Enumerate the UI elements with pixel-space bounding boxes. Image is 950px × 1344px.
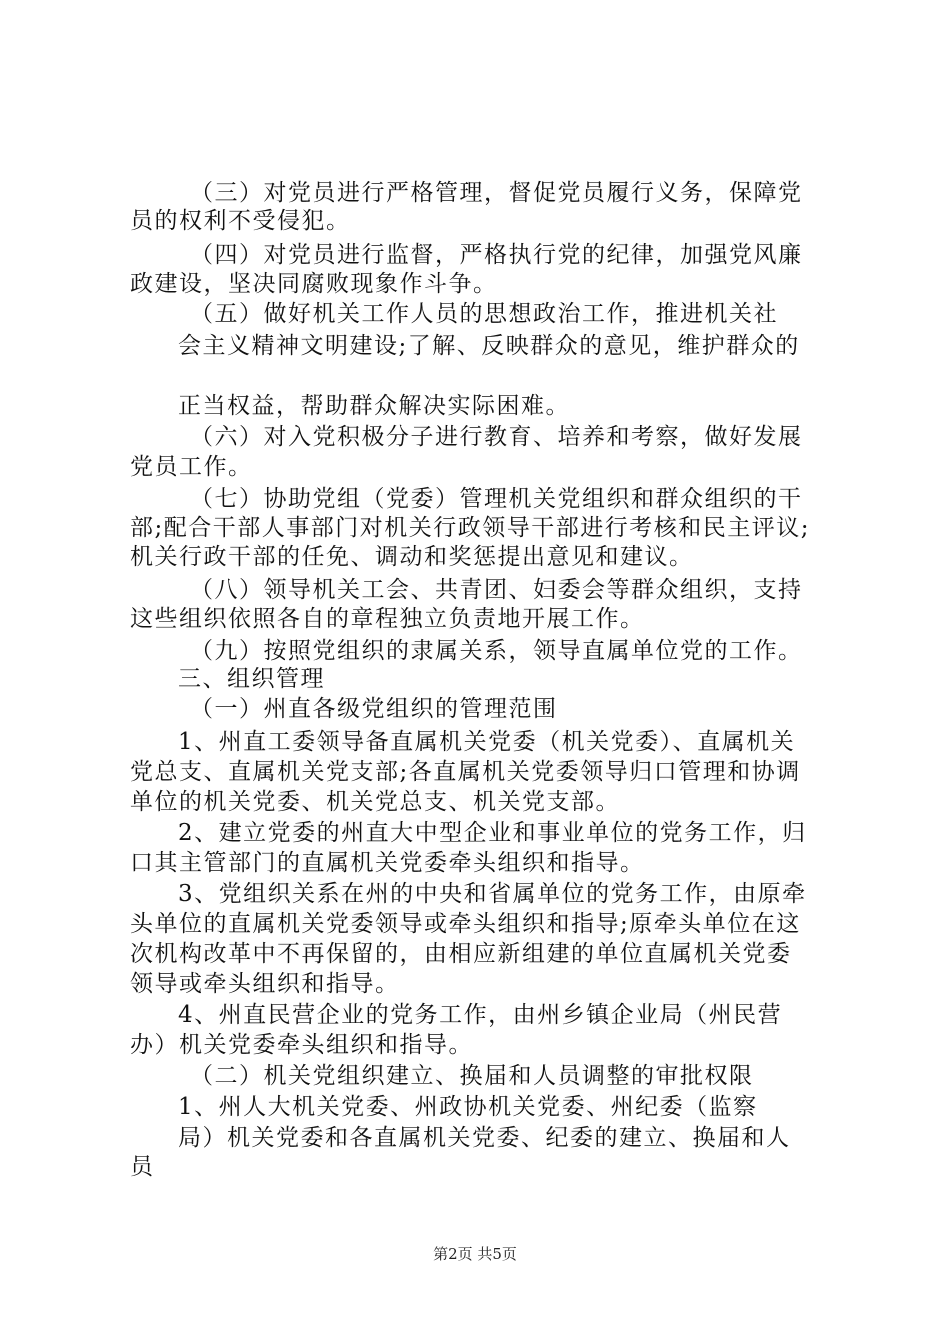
text-line: 1、州直工委领导备直属机关党委（机关党委）、直属机关 bbox=[178, 729, 796, 755]
text-line: 口其主管部门的直属机关党委牵头组织和指导。 bbox=[130, 850, 645, 876]
text-line: 员 bbox=[130, 1154, 155, 1180]
text-line: （四）对党员进行监督，严格执行党的纪律，加强党风廉 bbox=[190, 242, 803, 268]
text-line: 党员工作。 bbox=[130, 454, 253, 480]
text-line: （九）按照党组织的隶属关系，领导直属单位党的工作。 bbox=[190, 638, 803, 664]
text-line: 领导或牵头组织和指导。 bbox=[130, 971, 400, 997]
text-line: 党总支、直属机关党支部;各直属机关党委领导归口管理和协调 bbox=[130, 759, 801, 785]
text-line: 部;配合干部人事部门对机关行政领导干部进行考核和民主评议; bbox=[130, 515, 810, 541]
text-line: （八）领导机关工会、共青团、妇委会等群众组织，支持 bbox=[190, 577, 803, 603]
text-line: 局）机关党委和各直属机关党委、纪委的建立、换届和人 bbox=[178, 1125, 791, 1151]
text-line: 头单位的直属机关党委领导或牵头组织和指导;原牵头单位在这 bbox=[130, 911, 801, 937]
text-line: （七）协助党组（党委）管理机关党组织和群众组织的干 bbox=[190, 486, 803, 512]
text-line: 政建设，坚决同腐败现象作斗争。 bbox=[130, 271, 498, 297]
subsection-heading: （一）州直各级党组织的管理范围 bbox=[190, 696, 558, 722]
section-heading: 三、组织管理 bbox=[178, 666, 325, 692]
text-line: 办）机关党委牵头组织和指导。 bbox=[130, 1032, 473, 1058]
text-line: 机关行政干部的任免、调动和奖惩提出意见和建议。 bbox=[130, 544, 694, 570]
text-line: 次机构改革中不再保留的，由相应新组建的单位直属机关党委 bbox=[130, 941, 792, 967]
text-line: 2、建立党委的州直大中型企业和事业单位的党务工作，归 bbox=[178, 820, 807, 846]
text-line: 员的权利不受侵犯。 bbox=[130, 208, 351, 234]
page-number-footer: 第2页 共5页 bbox=[433, 1245, 517, 1263]
text-line: （五）做好机关工作人员的思想政治工作，推进机关社 bbox=[190, 301, 778, 327]
text-line: （六）对入党积极分子进行教育、培养和考察，做好发展 bbox=[190, 424, 803, 450]
text-line: 4、州直民营企业的党务工作，由州乡镇企业局（州民营 bbox=[178, 1002, 783, 1028]
text-line: 3、党组织关系在州的中央和省属单位的党务工作，由原牵 bbox=[178, 881, 807, 907]
text-line: （三）对党员进行严格管理，督促党员履行义务，保障党 bbox=[190, 180, 803, 206]
text-line: 1、州人大机关党委、州政协机关党委、州纪委（监察 bbox=[178, 1094, 758, 1120]
text-line: 正当权益，帮助群众解决实际困难。 bbox=[178, 393, 570, 419]
text-line: 单位的机关党委、机关党总支、机关党支部。 bbox=[130, 789, 620, 815]
subsection-heading: （二）机关党组织建立、换届和人员调整的审批权限 bbox=[190, 1063, 754, 1089]
text-line: 会主义精神文明建设;了解、反映群众的意见，维护群众的 bbox=[178, 333, 800, 359]
text-line: 这些组织依照各自的章程独立负责地开展工作。 bbox=[130, 606, 645, 632]
